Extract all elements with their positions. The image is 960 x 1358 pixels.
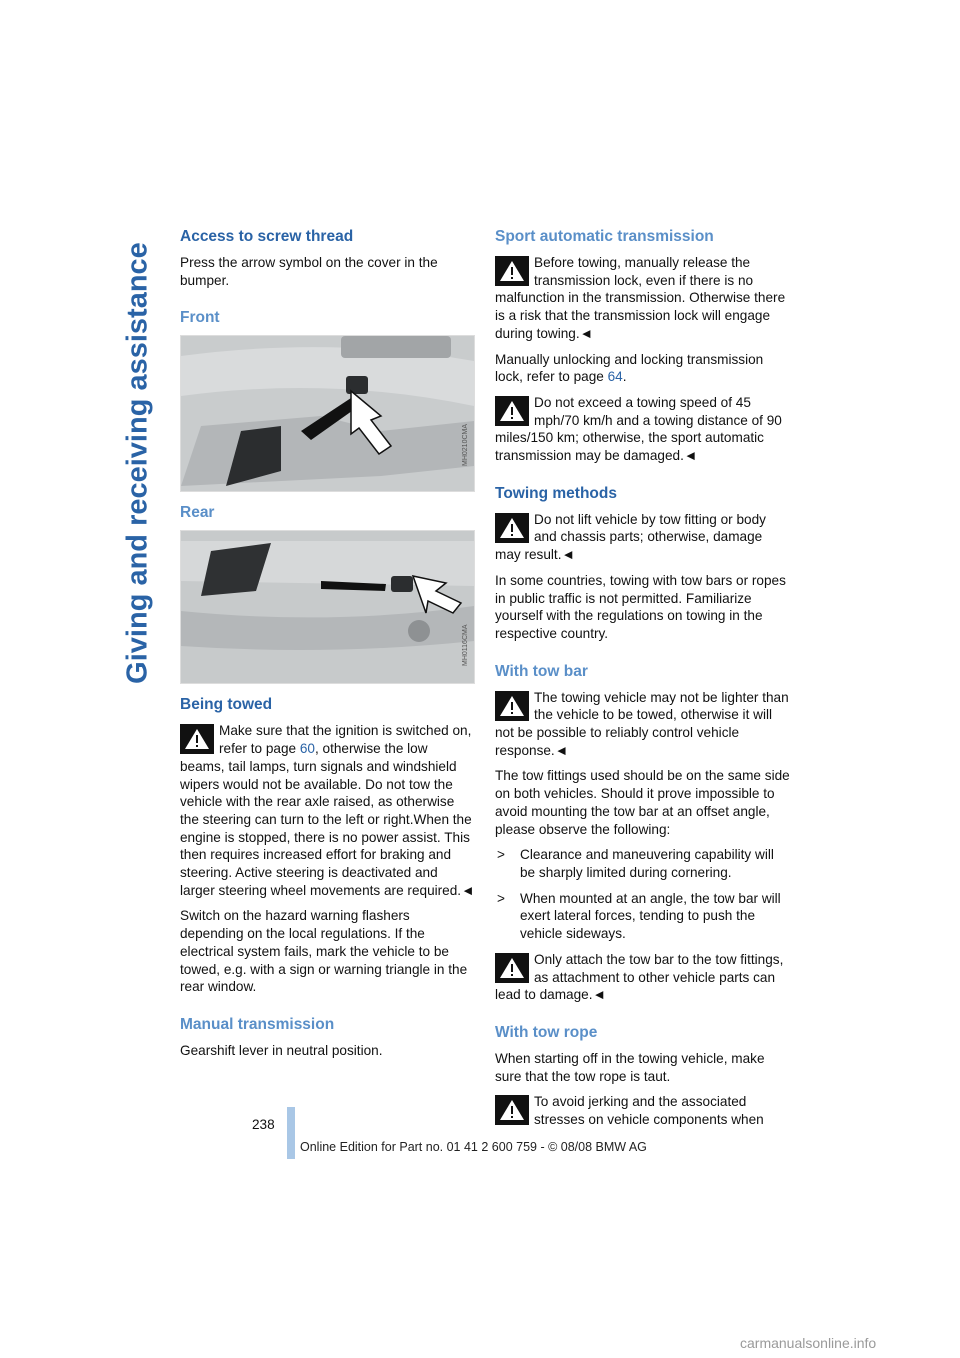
unlock-text-a: Manually unlocking and locking transmission lock, refer to page [495,351,764,385]
unlock-text [495,351,790,386]
edition-text: Online Edition for Part no. 01 41 2 600 759 - © 08/08 BMW AG [300,1140,647,1154]
rear-bumper-photo [180,530,475,684]
tow-rope-heading: With tow rope [495,1023,598,1041]
ignition-warning [180,722,475,899]
warning-triangle-icon [495,513,529,543]
tow-bar-text: The tow fittings used should be on the same side on both vehicles. Should it prove impossible to avoid mounting the tow bar at an offset angle, please observe the following: [495,768,790,837]
site-watermark: carmanualsonline.info [740,1335,877,1351]
list-item [495,890,790,943]
lift-warning [495,511,790,564]
page-number: 238 [252,1117,275,1132]
jerking-warning-text: To avoid jerking and the associated stresses on vehicle components when [534,1094,764,1128]
tow-bar-warning [495,689,790,760]
unlock-text-b: . [622,369,627,385]
chapter-title: Giving and receiving assistance [121,242,154,684]
towing-methods-heading: Towing methods [495,484,617,502]
list-item-text: Clearance and maneuvering capability will be sharply limited during cornering. [520,847,774,880]
manual-transmission-text: Gearshift lever in neutral position. [180,1042,383,1058]
list-item [495,846,790,881]
bullet-marker: > [497,847,505,863]
ignition-warning-text-b: , otherwise the low beams, tail lamps, turn signals and windshield wipers would not be available. Do not tow the vehicle with the rear axle raised, as otherwise the steering can turn to the left or right.When the engine is stopped, there is no power assist. This then requires increased effort for braking and steering. Active steering is deactivated and larger steering wheel movements are required.◄ [180,741,475,898]
warning-triangle-icon [180,724,214,754]
warning-triangle-icon [495,256,529,286]
tow-bar-warning-text: The towing vehicle may not be lighter than the vehicle to be towed, otherwise it will not be possible to reliably control vehicle response.◄ [495,689,789,758]
chapter-side-tab [118,168,158,758]
towing-methods-text: In some countries, towing with tow bars or ropes in public traffic is not permitted. Familiarize yourself with the regulations on towing in the respective country. [495,572,786,641]
bullet-marker: > [497,890,505,906]
screw-thread-heading: Access to screw thread [180,228,354,245]
list-item-text: When mounted at an angle, the tow bar will exert lateral forces, tending to push the vehicle sideways. [520,890,781,942]
left-column [180,228,475,1068]
footer-bar [287,1107,295,1159]
being-towed-heading: Being towed [180,696,273,714]
warning-triangle-icon [495,953,529,983]
rear-figure-code: MH0116CMA [462,624,469,667]
jerking-warning [495,1093,790,1128]
lift-warning-text: Do not lift vehicle by tow fitting or body and chassis parts; otherwise, damage may result.◄ [495,511,766,563]
attach-warning [495,951,790,1004]
towing-speed-warning-text: Do not exceed a towing speed of 45 mph/70 km/h and a towing distance of 90 miles/150 km; otherwise, the sport automatic transmission may be damaged.◄ [495,394,782,464]
front-heading: Front [180,309,220,327]
sport-automatic-heading: Sport automatic transmission [495,228,714,245]
ignition-warning-text-a: Make sure that the ignition is switched on, refer to page [219,723,472,757]
warning-triangle-icon [495,691,529,721]
page-64-link[interactable]: 64 [607,369,623,385]
rear-heading: Rear [180,504,215,522]
warning-triangle-icon [495,396,529,426]
tow-bar-heading: With tow bar [495,662,588,680]
tow-bar-list [495,846,790,943]
screw-thread-text: Press the arrow symbol on the cover in the bumper. [180,255,438,288]
transmission-lock-warning-text: Before towing, manually release the transmission lock, even if there is no malfunction in the transmission. Otherwise there is a risk that the transmission lock will engage during towing.◄ [495,255,786,341]
front-figure-code: MH0210CMA [462,424,469,467]
right-column [495,228,790,1137]
hazard-text: Switch on the hazard warning flashers depending on the local regulations. If the electrical system fails, mark the vehicle to be towed, e.g. with a sign or warning triangle in the rear window. [180,908,468,995]
towing-speed-warning [495,394,790,465]
manual-transmission-heading: Manual transmission [180,1015,335,1033]
transmission-lock-warning [495,254,790,343]
tow-rope-text: When starting off in the towing vehicle, make sure that the tow rope is taut. [495,1050,765,1084]
warning-triangle-icon [495,1095,529,1125]
page-60-link[interactable]: 60 [299,741,315,757]
attach-warning-text: Only attach the tow bar to the tow fittings, as attachment to other vehicle parts can lead to damage.◄ [495,951,784,1003]
front-bumper-photo [180,335,475,492]
